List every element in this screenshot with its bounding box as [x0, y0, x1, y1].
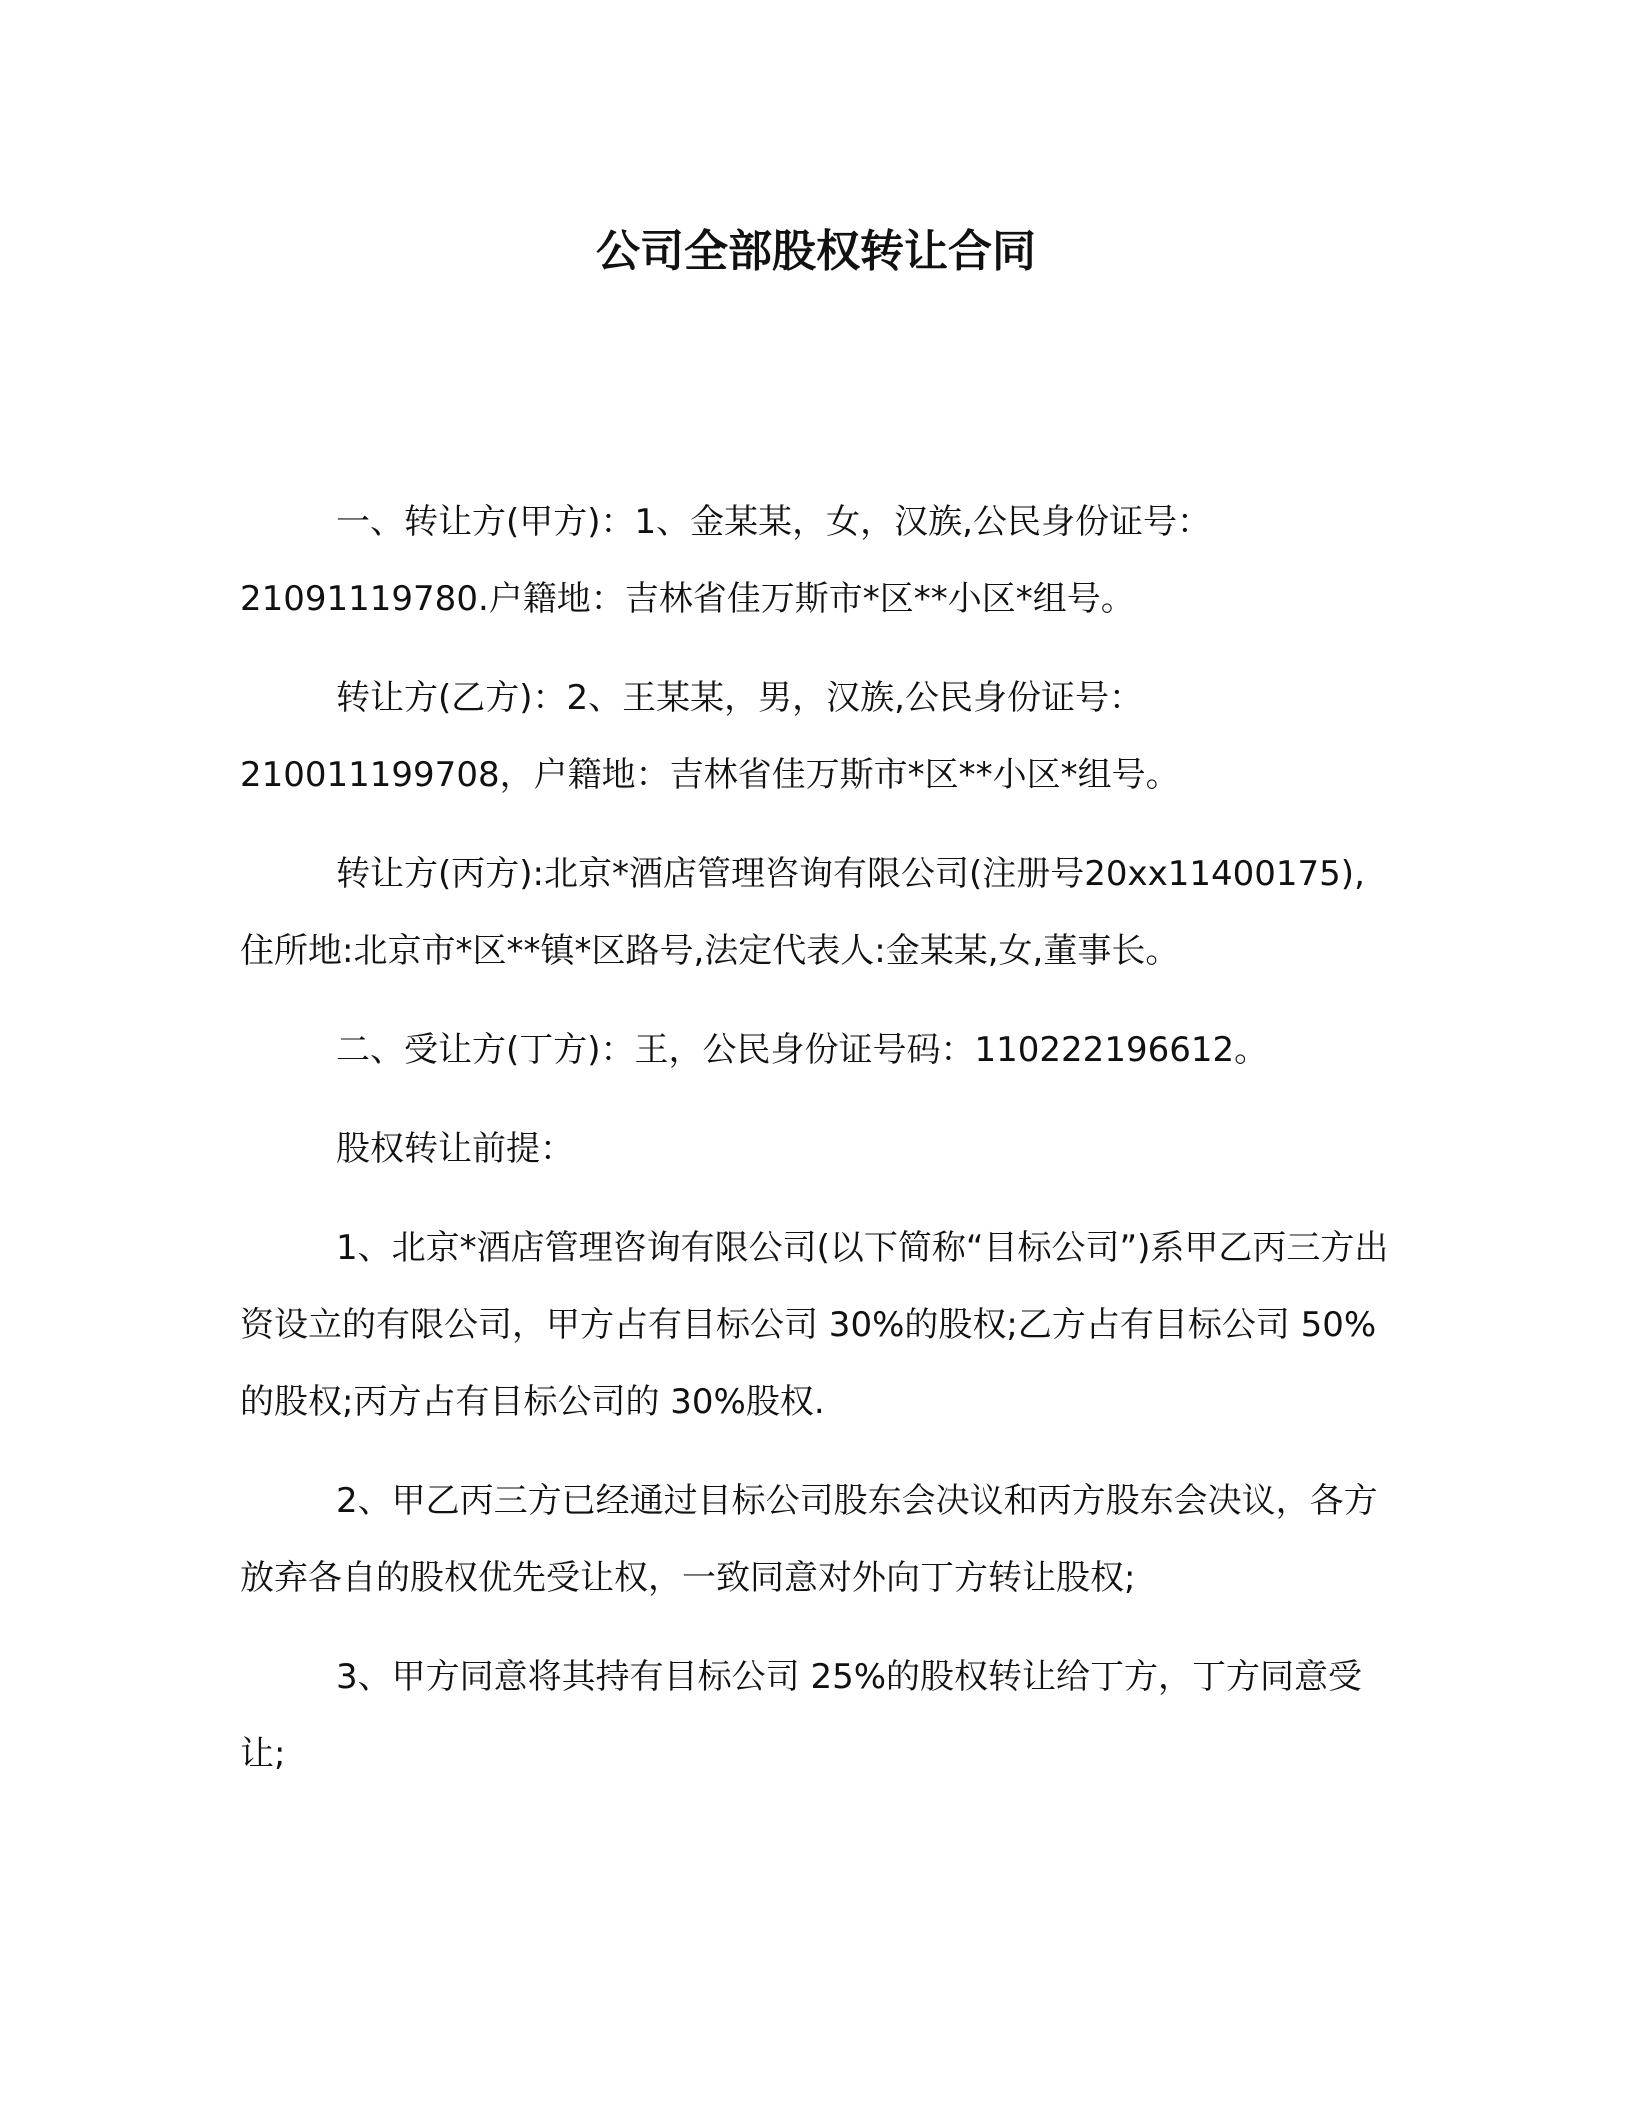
paragraph-party-c: 转让方(丙方):北京*酒店管理咨询有限公司(注册号20xx11400175),住所地:北京市*区**镇*区路号,法定代表人:金某某,女,董事长。 [240, 854, 1365, 971]
paragraph-transferee: 二、受让方(丁方)：王，公民身份证号码：110222196612。 [336, 1030, 1269, 1070]
paragraph-precondition-3: 3、甲方同意将其持有目标公司 25%的股权转让给丁方，丁方同意受让; [240, 1657, 1363, 1774]
paragraph-preconditions-heading: 股权转让前提： [336, 1129, 574, 1169]
paragraph-precondition-1: 1、北京*酒店管理咨询有限公司(以下简称“目标公司”)系甲乙丙三方出资设立的有限公司，甲方占有目标公司 30%的股权;乙方占有目标公司 50%的股权;丙方占有目标公司的 30%股权. [240, 1228, 1389, 1422]
paragraph-party-b: 转让方(乙方)：2、王某某，男，汉族,公民身份证号：210011199708，户籍地：吉林省佳万斯市*区**小区*组号。 [240, 678, 1180, 795]
document-body [240, 484, 1392, 1815]
paragraph-precondition-2: 2、甲乙丙三方已经通过目标公司股东会决议和丙方股东会决议，各方放弃各自的股权优先受让权，一致同意对外向丁方转让股权; [240, 1481, 1378, 1598]
paragraph-party-a: 一、转让方(甲方)：1、金某某，女，汉族,公民身份证号：21091119780.户籍地：吉林省佳万斯市*区**小区*组号。 [240, 502, 1211, 619]
document-title: 公司全部股权转让合同 [596, 226, 1036, 277]
